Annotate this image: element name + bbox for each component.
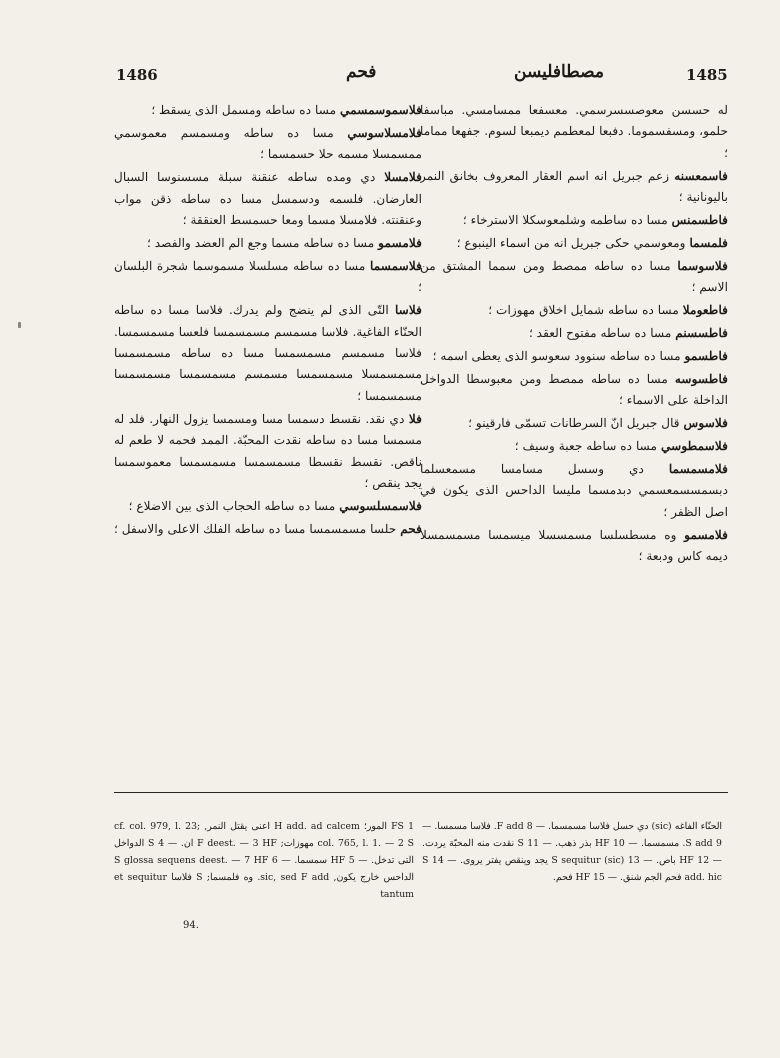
lexicon-entry bbox=[114, 409, 422, 495]
entry-text: مسا ده ساطه مفتوح العقد ؛ bbox=[528, 326, 672, 341]
footnotes-left bbox=[114, 818, 414, 903]
entry-text: ومعوسمي حكى جبريل انه من اسماء الينبوع ؛ bbox=[456, 235, 686, 250]
entry-text: مسا ده ساطه سنوود سعوسو الذى يعطى اسمه ؛ bbox=[432, 348, 681, 363]
entry-headword: فاطسسنم bbox=[675, 326, 728, 341]
signature-mark: 94. bbox=[183, 920, 199, 931]
left-column bbox=[114, 100, 422, 790]
entry-text: مسا ده ساطه مسلسلا مسموسما شجرة البلسان ؛ bbox=[114, 258, 422, 295]
entry-text: دي وسسل مسامسا مسمعسلما دبسمسسمعسمي دبدمسما مليسا الداحس الذى يكون في اصل الظفر ؛ bbox=[420, 462, 728, 519]
entry-text: مسا ده ساطه ومسمسم معموسمي ممسمسلا مسمه حلا حسمسما ؛ bbox=[114, 125, 422, 162]
entry-text: التّى الذى لم ينضج ولم يدرك. فلاسا مسا ده ساطه الحنّاء الفاغية. فلاسا مسمسم مسمسمسا فلعسا مسمسمسا. فلاسا مسمسم مسمسمسا مسا ده ساطه مسمسمسا مسمسمسلا مسمسمسا مسمسم مسمسمسا مسمسمسا مسمسمسا ؛ bbox=[114, 303, 422, 403]
entry-text: مسا ده ساطه الحجاب الذى بين الاضلاع ؛ bbox=[128, 498, 336, 513]
lexicon-entry bbox=[114, 496, 422, 517]
lexicon-entry bbox=[420, 525, 728, 568]
lexicon-entry bbox=[420, 233, 728, 254]
lexicon-entry bbox=[420, 210, 728, 231]
lexicon-entry bbox=[420, 459, 728, 523]
entry-text: وه مسطسلسا مسمسسلا ميسمسا مسمسمسلا ديمه كاس ودبعة ؛ bbox=[420, 527, 728, 564]
entry-headword: فلامسمسما bbox=[668, 462, 728, 476]
entry-headword: فاطعوملا bbox=[682, 303, 728, 318]
entry-text: مسا ده ساطه شمايل اخلاق مهوزات ؛ bbox=[488, 303, 679, 318]
entry-headword: فاطسمنس bbox=[671, 213, 728, 228]
entry-text: حلسا مسمسمسا مسا ده ساطه الفلك الاعلى والاسفل ؛ bbox=[114, 521, 397, 536]
entry-headword: فلاسوسما bbox=[677, 258, 728, 273]
lexicon-entry bbox=[114, 256, 422, 299]
entry-headword: فاطسوسه bbox=[674, 371, 728, 386]
lexicon-entry bbox=[420, 300, 728, 321]
lexicon-entry bbox=[114, 123, 422, 166]
entry-headword: فلامسمو bbox=[684, 527, 728, 542]
entry-text: مسا ده ساطه جعبة وسيف ؛ bbox=[514, 439, 658, 454]
entry-text: دي ومده ساطه عنقنة سبلة مسسنوسا السبال العارضان. فلسمه ودسمسل مسا ده ساطه ذقن مواب وعنقنته. فلامسلا مسما ومعا حسمسط العنققة ؛ bbox=[114, 170, 422, 228]
entry-headword: فحم bbox=[400, 521, 422, 536]
lexicon-entry bbox=[114, 519, 422, 540]
lexicon-entry bbox=[420, 256, 728, 299]
entry-headword: فلامسلاسوسي bbox=[347, 125, 422, 140]
right-running-title: مصطافليسن bbox=[514, 62, 604, 82]
footnote-rule bbox=[114, 792, 728, 793]
entry-text: دي نقد. نقسط دسمسا مسا ومسمسا يزول النهار. فلد له مسمسا مسا ده ساطه نقدت المحبّة. الممد فحمه لا طعم له ناقص. نقسط نقسطا مسمسمسا مسمسمسا معموسمسا يجد ينقص ؛ bbox=[114, 411, 422, 490]
entry-headword: فلامسلا bbox=[384, 170, 422, 185]
entry-headword: فلاسا bbox=[394, 303, 422, 318]
entry-headword: فلاسمطوسي bbox=[660, 439, 728, 454]
right-column bbox=[420, 100, 728, 790]
lexicon-entry bbox=[420, 166, 728, 209]
lexicon-entry bbox=[114, 100, 422, 121]
entry-headword: فلاسمسما bbox=[370, 258, 422, 273]
footnote-block: الحنّاء الفاغه (sic) دي حسل فلاسا مسمسما. — 8 F add. فلاسا مسمسا. — 9 S add. مسمسما. — 10 HF بذر ذهب. — 11 S نقدت منه المحبّة يردت. — 12 HF باص. — 13 S sequitur (sic) يجد وينقص يفتر يروى. — 14 S add. hic فحم الجم شنق. — 15 HF فحم. bbox=[422, 821, 722, 883]
footnotes-right bbox=[422, 818, 722, 886]
lexicon-entry bbox=[420, 346, 728, 367]
entry-headword: فلامسمو bbox=[378, 235, 422, 250]
lexicon-entry bbox=[420, 323, 728, 344]
entry-text: مسا ده ساطه ممصط ومن معبوسطا الدواخل الداخلة على الاسماء ؛ bbox=[420, 371, 728, 408]
lexicon-entry bbox=[114, 300, 422, 407]
footnote-block: 1 FS المور؛ H add. ad calcem اعنى يقتل النمر, cf. col. 979, l. 23; col. 765, l. 1. — 2 S مهوزات; F deest. — 3 HF ان. — 4 S الدواخل التى تدخل. — 5 HF سمسما. — 6 S glossa sequens deest. — 7 HF الداحس خارج يكون, sic, sed F add. وه فلمسما; S فلاسا et sequitur tantum bbox=[114, 821, 415, 900]
entry-text: له حسسن معوصسسرسمي. معسفعا ممسامسي. مباسفا حلمو، ومسفسموما. دفبعا لمعطمم ديمبعا لسوم. جفهعا مماما ؛ bbox=[420, 103, 728, 160]
entry-headword: فاسمعسنه bbox=[674, 168, 728, 183]
lexicon-entry bbox=[420, 436, 728, 457]
lexicon-entry bbox=[420, 100, 728, 164]
entry-text: زعم جبريل انه اسم العقار المعروف بخانق النمر بالیونانية ؛ bbox=[420, 168, 728, 205]
entry-text: قال جبريل انّ السرطانات تسمّى فارقينو ؛ bbox=[468, 416, 680, 431]
scan-edge-mark bbox=[18, 322, 21, 328]
entry-text: مسا ده ساطه مسما وجع الم العضد والفصد ؛ bbox=[146, 235, 375, 250]
entry-text: مسا ده ساطه ومسمل الذى يسقط ؛ bbox=[151, 103, 337, 117]
lexicon-entry bbox=[114, 167, 422, 231]
entry-headword: فلاسمسلسوسي bbox=[339, 498, 422, 513]
entry-headword: فاطسمو bbox=[684, 348, 728, 363]
entry-headword: فلا bbox=[408, 411, 422, 426]
running-header bbox=[114, 58, 728, 88]
lexicon-entry bbox=[420, 369, 728, 412]
lexicon-entry bbox=[114, 233, 422, 254]
entry-text: مسا ده ساطه ممصط ومن سمما المشتق من الاسم ؛ bbox=[420, 258, 728, 295]
entry-headword: فلاسوس bbox=[683, 416, 728, 431]
entry-headword: فلاسموسمسمي bbox=[340, 103, 422, 117]
right-page-number: 1485 bbox=[686, 66, 728, 84]
entry-headword: فلمسما bbox=[689, 235, 728, 250]
left-page-number: 1486 bbox=[116, 66, 158, 84]
entry-text: مسا ده ساطمه وشلمعوسكلا الاسترخاء ؛ bbox=[462, 213, 668, 228]
lexicon-entry bbox=[420, 413, 728, 434]
left-running-title: فحم bbox=[346, 62, 377, 82]
